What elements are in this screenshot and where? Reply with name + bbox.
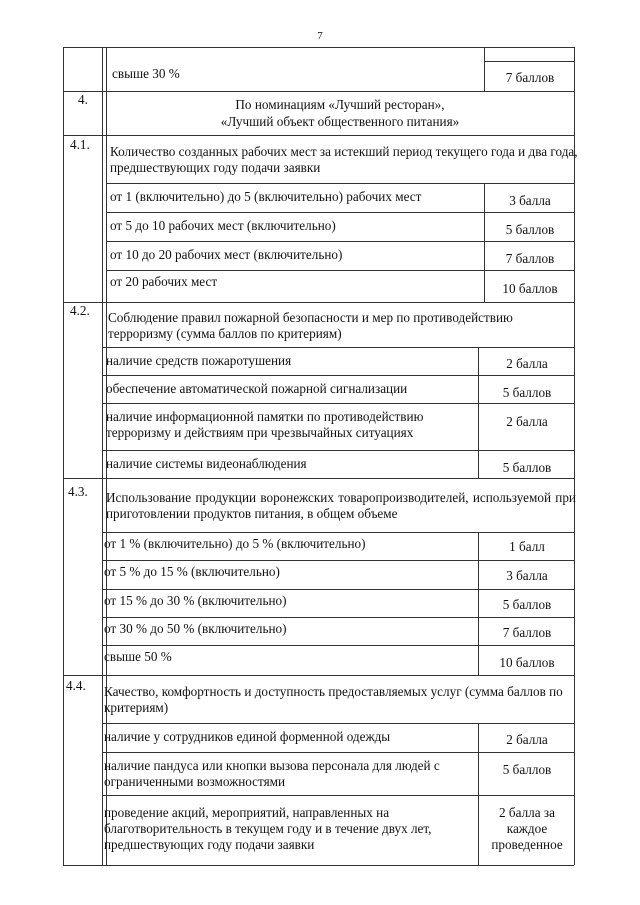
criterion-text: от 10 до 20 рабочих мест (включительно) bbox=[110, 247, 343, 262]
criterion-text: от 1 % (включительно) до 5 % (включительно) bbox=[104, 536, 366, 551]
table-bottom-border bbox=[63, 865, 574, 866]
criterion-text: свыше 50 % bbox=[104, 649, 172, 664]
row-divider bbox=[63, 91, 574, 92]
criterion-text: от 5 до 10 рабочих мест (включительно) bbox=[110, 218, 336, 233]
score-divider bbox=[484, 183, 485, 302]
criterion-text: обеспечение автоматической пожарной сигнализации bbox=[106, 381, 408, 396]
section-heading: Качество, комфортность и доступность предоставляемых услуг (сумма баллов по критериям) bbox=[104, 684, 563, 715]
criterion-score: 3 балла bbox=[509, 193, 551, 208]
row-divider bbox=[106, 241, 574, 242]
score-divider bbox=[478, 347, 479, 478]
row-divider bbox=[106, 270, 574, 271]
row-divider bbox=[102, 752, 574, 753]
row-divider bbox=[102, 795, 574, 796]
score-divider bbox=[478, 723, 479, 865]
section-title-line: «Лучший объект общественного питания» bbox=[220, 114, 460, 129]
criterion-text: наличие пандуса или кнопки вызова персонала для людей с ограниченными возможностями bbox=[104, 758, 440, 789]
table-left-border bbox=[63, 47, 64, 865]
criterion-text: свыше 30 % bbox=[112, 66, 180, 81]
criterion-score: 10 баллов bbox=[502, 281, 558, 296]
row-divider bbox=[63, 675, 574, 676]
row-divider bbox=[102, 723, 574, 724]
row-divider bbox=[102, 560, 574, 561]
section-number: 4.1. bbox=[70, 137, 90, 152]
criterion-score: 10 баллов bbox=[499, 655, 555, 670]
section-heading: Количество созданных рабочих мест за истекший период текущего года и два года, предшествующих году подачи заявки bbox=[110, 144, 578, 175]
criterion-score: 5 баллов bbox=[502, 460, 552, 475]
page-number: 7 bbox=[317, 30, 323, 42]
criterion-score: 7 баллов bbox=[505, 70, 555, 85]
section-number: 4. bbox=[78, 92, 88, 107]
row-divider bbox=[102, 617, 574, 618]
criterion-score: 5 баллов bbox=[502, 385, 552, 400]
row-divider bbox=[63, 135, 574, 136]
row-divider bbox=[63, 47, 574, 48]
criterion-text: наличие системы видеонаблюдения bbox=[106, 456, 307, 471]
row-divider bbox=[63, 302, 574, 303]
row-divider bbox=[102, 645, 574, 646]
section-heading: Использование продукции воронежских товаропроизводителей, используемой при приготовлении продуктов питания, в общем объеме bbox=[106, 490, 576, 521]
criterion-score: 7 баллов bbox=[505, 251, 555, 266]
section-title-line: По номинациям «Лучший ресторан», bbox=[235, 97, 445, 112]
number-column-divider bbox=[102, 47, 103, 865]
row-divider bbox=[102, 450, 574, 451]
criterion-text: наличие у сотрудников единой форменной одежды bbox=[104, 729, 391, 744]
criterion-text: от 20 рабочих мест bbox=[110, 274, 218, 289]
section-number: 4.4. bbox=[66, 678, 86, 693]
row-divider bbox=[102, 589, 574, 590]
criterion-text: проведение акций, мероприятий, направленных на благотворительность в текущем году и в течение двух лет, предшествующих году подачи заявки bbox=[104, 805, 432, 852]
section-heading: Соблюдение правил пожарной безопасности и мер по противодействию терроризму (сумма баллов по критериям) bbox=[108, 310, 513, 341]
criterion-text: от 15 % до 30 % (включительно) bbox=[104, 593, 287, 608]
score-cell-top bbox=[484, 61, 574, 62]
criterion-score: 2 балла bbox=[506, 732, 548, 747]
criterion-text: от 1 (включительно) до 5 (включительно) рабочих мест bbox=[110, 189, 422, 204]
score-divider bbox=[478, 532, 479, 675]
criterion-score: 2 балла за каждое проведенное bbox=[491, 805, 563, 852]
criterion-score: 3 балла bbox=[506, 568, 548, 583]
criterion-score: 2 балла bbox=[506, 414, 548, 429]
criterion-text: наличие средств пожаротушения bbox=[106, 353, 292, 368]
criterion-text: от 30 % до 50 % (включительно) bbox=[104, 621, 287, 636]
criterion-text: от 5 % до 15 % (включительно) bbox=[104, 564, 280, 579]
criterion-score: 5 баллов bbox=[505, 222, 555, 237]
row-divider bbox=[102, 403, 574, 404]
criterion-score: 2 балла bbox=[506, 356, 548, 371]
row-divider bbox=[102, 347, 574, 348]
score-divider bbox=[484, 47, 485, 91]
row-divider bbox=[106, 212, 574, 213]
row-divider bbox=[106, 183, 574, 184]
criterion-text: наличие информационной памятки по противодействию терроризму и действиям при чрезвычайных ситуациях bbox=[106, 409, 424, 440]
criterion-score: 1 балл bbox=[509, 539, 545, 554]
row-divider bbox=[102, 375, 574, 376]
section-number: 4.3. bbox=[68, 484, 88, 499]
row-divider bbox=[63, 478, 574, 479]
criterion-score: 5 баллов bbox=[502, 597, 552, 612]
criterion-score: 5 баллов bbox=[502, 762, 552, 777]
section-number: 4.2. bbox=[70, 303, 90, 318]
row-divider bbox=[102, 532, 574, 533]
criterion-score: 7 баллов bbox=[502, 625, 552, 640]
